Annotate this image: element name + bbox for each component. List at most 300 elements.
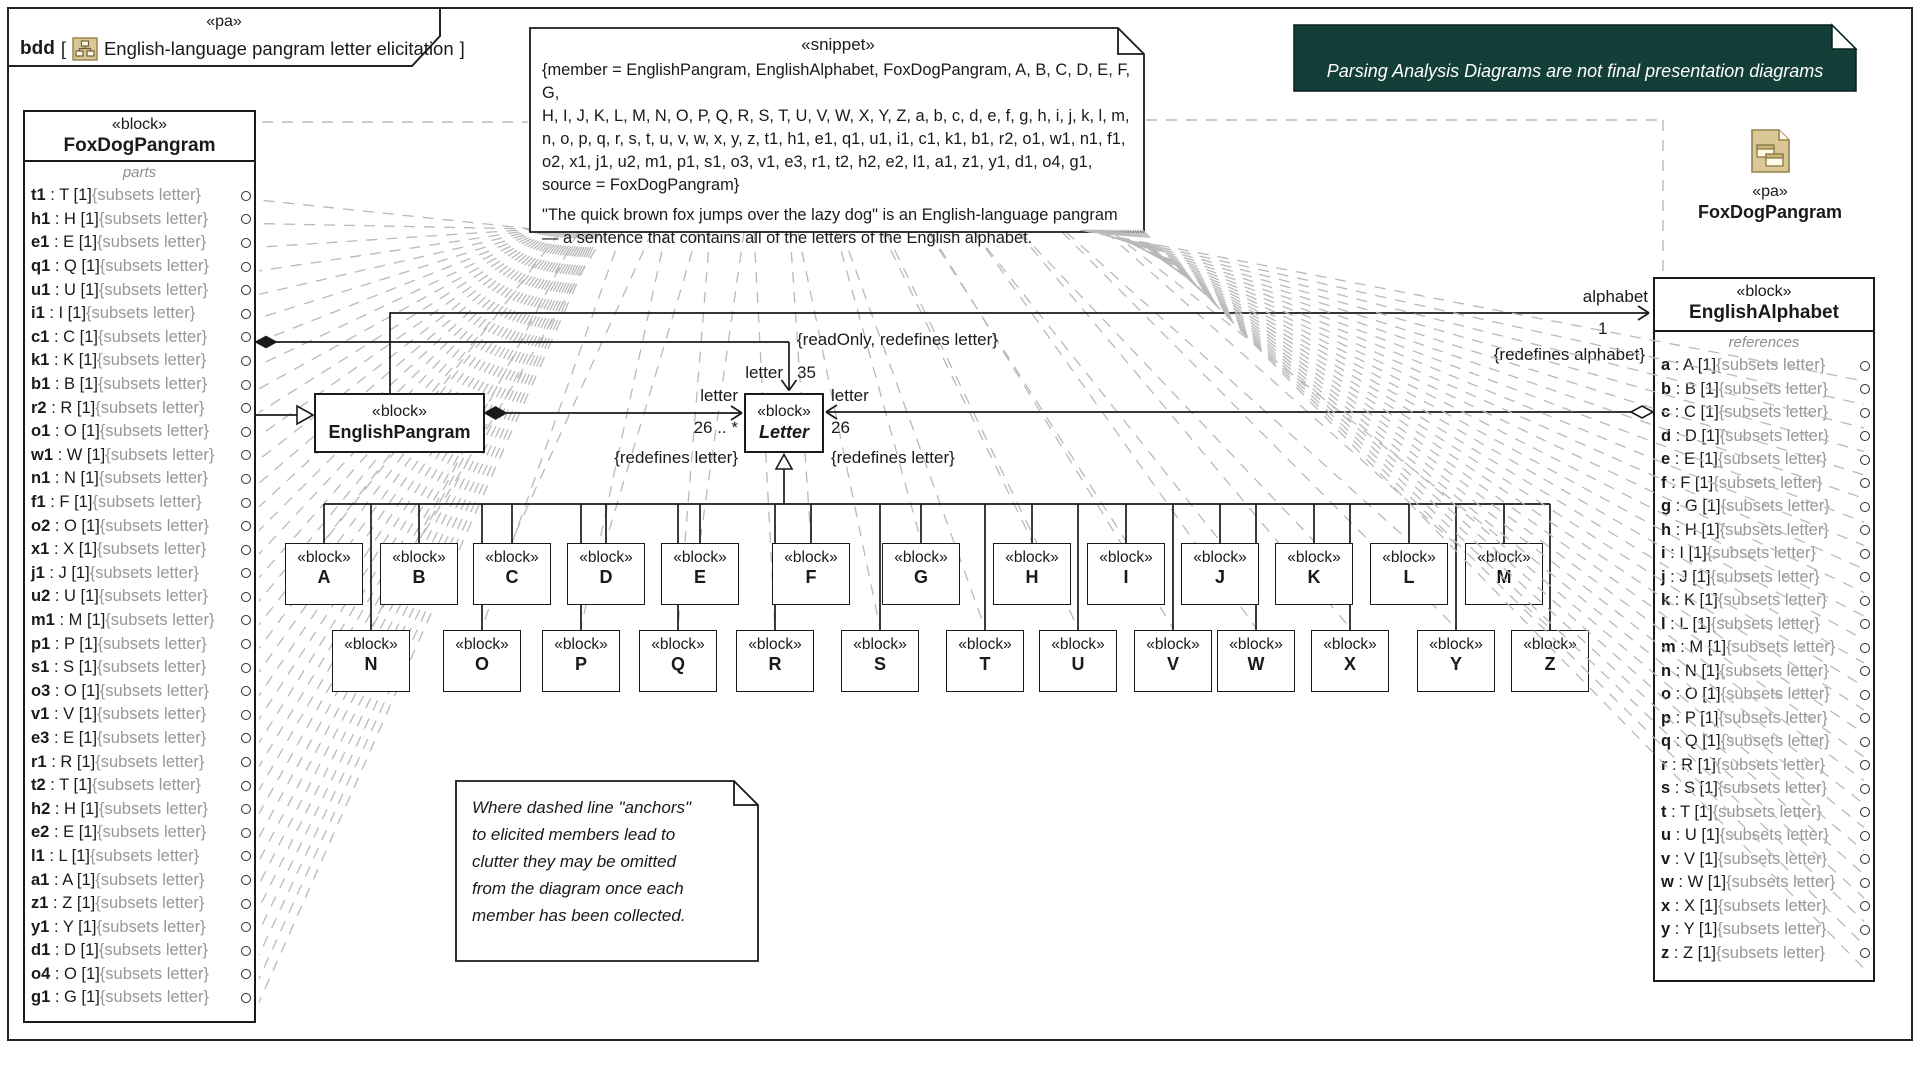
- property-row[interactable]: [25, 467, 254, 491]
- property-row[interactable]: [25, 892, 254, 916]
- property-row[interactable]: [1655, 589, 1873, 613]
- property-type: : M [1]: [1675, 638, 1727, 657]
- anchor-circle: [241, 285, 251, 295]
- block-name: T: [979, 654, 991, 674]
- block-letter-x[interactable]: [1311, 630, 1389, 692]
- anchor-circle: [1860, 502, 1870, 512]
- property-subsets: {subsets letter}: [98, 799, 209, 818]
- block-letter-m[interactable]: [1465, 543, 1543, 605]
- property-type: : B [1]: [50, 375, 98, 394]
- property-type: : P [1]: [50, 634, 98, 653]
- references-compartment: [1655, 354, 1873, 965]
- block-letter-w[interactable]: [1217, 630, 1295, 692]
- frame-bracket-close: ]: [459, 38, 465, 59]
- block-stereotype: «block»: [1382, 549, 1436, 566]
- block-letter-a[interactable]: [285, 543, 363, 605]
- property-row[interactable]: [1655, 495, 1873, 519]
- property-subsets: {subsets letter}: [1716, 356, 1826, 375]
- property-type: : G [1]: [50, 988, 100, 1007]
- property-row[interactable]: [25, 585, 254, 609]
- block-name: F: [805, 567, 817, 587]
- frame-title: [20, 37, 465, 61]
- anchor-circle: [241, 568, 251, 578]
- anchor-circle: [241, 828, 251, 838]
- property-row[interactable]: [25, 915, 254, 939]
- anchor-circle: [241, 922, 251, 932]
- block-name: A: [317, 567, 331, 587]
- property-type: : C [1]: [1670, 403, 1719, 422]
- block-header: [25, 112, 254, 157]
- property-row[interactable]: [25, 208, 254, 232]
- block-letter-n[interactable]: [332, 630, 410, 692]
- property-row[interactable]: [1655, 660, 1873, 684]
- property-row[interactable]: [1655, 848, 1873, 872]
- pa-symbol-stereotype: «pa»: [1752, 183, 1788, 200]
- property-type: : J [1]: [44, 563, 90, 582]
- property-subsets: {subsets letter}: [97, 233, 207, 252]
- property-name: q1: [31, 257, 51, 276]
- property-type: : A [1]: [1670, 356, 1717, 375]
- property-row[interactable]: [1655, 448, 1873, 472]
- property-type: : O [1]: [50, 516, 100, 535]
- property-subsets: {subsets letter}: [105, 610, 215, 629]
- property-type: : B [1]: [1671, 379, 1719, 398]
- assoc-constraint-letter26star: {redefines letter}: [614, 448, 738, 467]
- property-type: : X [1]: [49, 540, 98, 559]
- anchor-circle: [1860, 807, 1870, 817]
- anchor-circle: [241, 474, 251, 484]
- property-row[interactable]: [1655, 542, 1873, 566]
- anchor-circle: [241, 969, 251, 979]
- block-name: G: [913, 567, 928, 587]
- property-subsets: {subsets letter}: [1718, 708, 1828, 727]
- property-subsets: {subsets letter}: [97, 728, 207, 747]
- property-name: z: [1661, 943, 1670, 962]
- anchor-circle: [241, 946, 251, 956]
- anchor-circle: [1860, 619, 1870, 629]
- property-subsets: {subsets letter}: [99, 257, 209, 276]
- assoc-mult-letter35: 35: [797, 363, 816, 382]
- property-name: l: [1661, 614, 1666, 633]
- snippet-member-line: source = FoxDogPangram}: [542, 176, 740, 194]
- block-letter-p[interactable]: [542, 630, 620, 692]
- diagram-usage-icon: [72, 37, 98, 61]
- property-type: : I [1]: [44, 304, 87, 323]
- block-name: Q: [670, 654, 685, 674]
- property-subsets: {subsets letter}: [98, 469, 209, 488]
- block-letter-y[interactable]: [1417, 630, 1495, 692]
- anchor-circle: [1860, 760, 1870, 770]
- property-row[interactable]: [25, 184, 254, 208]
- property-name: b1: [31, 375, 51, 394]
- anchor-circle: [1860, 713, 1870, 723]
- property-row[interactable]: [1655, 824, 1873, 848]
- block-letter-f[interactable]: [772, 543, 850, 605]
- property-row[interactable]: [25, 986, 254, 1010]
- anchor-circle: [241, 592, 251, 602]
- block-stereotype: «block»: [371, 402, 428, 420]
- property-type: : L [1]: [1665, 614, 1711, 633]
- property-row[interactable]: [1655, 613, 1873, 637]
- assoc-mult-letter26star: 26 .. *: [693, 418, 738, 437]
- property-name: b: [1661, 379, 1672, 398]
- property-row[interactable]: [25, 703, 254, 727]
- note-line: from the diagram once each: [472, 879, 684, 898]
- property-name: k1: [31, 351, 50, 370]
- property-row[interactable]: [1655, 472, 1873, 496]
- property-name: m: [1661, 638, 1676, 657]
- block-name: N: [364, 654, 378, 674]
- block-name: M: [1496, 567, 1512, 587]
- property-name: p1: [31, 634, 51, 653]
- property-row[interactable]: [1655, 895, 1873, 919]
- property-subsets: {subsets letter}: [99, 964, 209, 983]
- property-row[interactable]: [25, 656, 254, 680]
- block-stereotype: «block»: [1323, 636, 1377, 653]
- property-type: : R [1]: [1667, 755, 1717, 774]
- property-subsets: {subsets letter}: [92, 493, 202, 512]
- anchor-circle: [1860, 666, 1870, 676]
- block-stereotype: «block»: [1229, 636, 1283, 653]
- property-subsets: {subsets letter}: [99, 988, 209, 1007]
- property-subsets: {subsets letter}: [1713, 473, 1823, 492]
- property-type: : Y [1]: [1670, 920, 1718, 939]
- pa-package-symbol[interactable]: [1680, 128, 1860, 224]
- property-name: h2: [31, 799, 51, 818]
- property-type: : O [1]: [50, 681, 100, 700]
- property-row[interactable]: [25, 491, 254, 515]
- block-letter-k[interactable]: [1275, 543, 1353, 605]
- anchor-circle: [1860, 455, 1870, 465]
- property-name: i1: [31, 304, 45, 323]
- block-letter-i[interactable]: [1087, 543, 1165, 605]
- assoc-mult-alphabet: 1: [1598, 319, 1608, 338]
- property-name: e2: [31, 823, 50, 842]
- block-stereotype: «block»: [894, 549, 948, 566]
- property-row[interactable]: [25, 255, 254, 279]
- property-type: : D [1]: [50, 941, 99, 960]
- property-subsets: {subsets letter}: [96, 917, 206, 936]
- property-subsets: {subsets letter}: [1719, 520, 1829, 539]
- property-name: y: [1661, 920, 1671, 939]
- property-type: : O [1]: [50, 422, 100, 441]
- block-stereotype: «block»: [958, 636, 1012, 653]
- block-letter-g[interactable]: [882, 543, 960, 605]
- property-type: : H [1]: [50, 209, 99, 228]
- property-row[interactable]: [1655, 636, 1873, 660]
- property-name: j1: [31, 563, 45, 582]
- property-name: g1: [31, 988, 51, 1007]
- property-subsets: {subsets letter}: [1719, 826, 1829, 845]
- property-type: : J [1]: [1665, 567, 1711, 586]
- anchor-circle: [241, 686, 251, 696]
- property-type: : C [1]: [49, 327, 98, 346]
- frame-bracket-open: [: [60, 38, 66, 59]
- property-row[interactable]: [25, 963, 254, 987]
- property-row[interactable]: [25, 939, 254, 963]
- property-row[interactable]: [1655, 707, 1873, 731]
- property-row[interactable]: [25, 373, 254, 397]
- property-name: o1: [31, 422, 51, 441]
- generalization-triangle: [776, 455, 792, 470]
- snippet-note[interactable]: [542, 33, 1134, 250]
- property-row[interactable]: [25, 538, 254, 562]
- property-row[interactable]: [25, 444, 254, 468]
- property-name: o2: [31, 516, 51, 535]
- assoc-constraint-alphabet: {redefines alphabet}: [1493, 345, 1645, 364]
- property-name: f: [1661, 473, 1667, 492]
- property-row[interactable]: [1655, 730, 1873, 754]
- property-name: u2: [31, 587, 51, 606]
- property-subsets: {subsets letter}: [95, 870, 205, 889]
- property-row[interactable]: [25, 797, 254, 821]
- anchor-circle: [1860, 643, 1870, 653]
- property-name: o3: [31, 681, 51, 700]
- property-subsets: {subsets letter}: [1726, 873, 1836, 892]
- assoc-label-alphabet: alphabet: [1582, 287, 1648, 306]
- anchor-circle: [241, 639, 251, 649]
- property-subsets: {subsets letter}: [91, 776, 201, 795]
- banner-text: Parsing Analysis Diagrams are not final presentation diagrams: [1326, 61, 1824, 81]
- block-stereotype: «block»: [554, 636, 608, 653]
- block-letter-v[interactable]: [1134, 630, 1212, 692]
- anchor-circle: [241, 498, 251, 508]
- snippet-quote-line: "The quick brown fox jumps over the lazy dog" is an English-language pangram: [542, 206, 1118, 224]
- property-row[interactable]: [25, 609, 254, 633]
- block-stereotype: «block»: [1146, 636, 1200, 653]
- block-letter[interactable]: [744, 393, 824, 453]
- property-row[interactable]: [1655, 871, 1873, 895]
- property-row[interactable]: [25, 845, 254, 869]
- property-type: : T [1]: [45, 776, 92, 795]
- property-row[interactable]: [25, 302, 254, 326]
- anchor-circle: [1860, 854, 1870, 864]
- property-row[interactable]: [1655, 519, 1873, 543]
- anchor-circle: [241, 993, 251, 1003]
- property-subsets: {subsets letter}: [1717, 896, 1828, 915]
- property-row[interactable]: [25, 679, 254, 703]
- block-name: R: [768, 654, 782, 674]
- property-name: u1: [31, 280, 51, 299]
- block-letter-o[interactable]: [443, 630, 521, 692]
- block-header: [1655, 279, 1873, 324]
- block-name: W: [1247, 654, 1265, 674]
- block-name: EnglishPangram: [328, 421, 471, 442]
- block-name: Z: [1544, 654, 1556, 674]
- block-stereotype: «block»: [111, 116, 168, 133]
- property-row[interactable]: [25, 514, 254, 538]
- block-stereotype: «block»: [1523, 636, 1577, 653]
- compartment-label: references: [1728, 334, 1800, 351]
- property-type: : I [1]: [1665, 544, 1707, 563]
- block-name: H: [1025, 567, 1039, 587]
- property-subsets: {subsets letter}: [97, 658, 207, 677]
- anchor-circle: [241, 757, 251, 767]
- block-letter-c[interactable]: [473, 543, 551, 605]
- block-letter-t[interactable]: [946, 630, 1024, 692]
- property-row[interactable]: [25, 632, 254, 656]
- anchor-circle: [241, 733, 251, 743]
- property-type: : R [1]: [46, 398, 96, 417]
- property-row[interactable]: [1655, 754, 1873, 778]
- property-row[interactable]: [1655, 425, 1873, 449]
- property-row[interactable]: [1655, 378, 1873, 402]
- property-subsets: {subsets letter}: [97, 634, 207, 653]
- property-subsets: {subsets letter}: [97, 823, 207, 842]
- block-name: U: [1071, 654, 1085, 674]
- property-name: t2: [31, 776, 46, 795]
- property-row[interactable]: [25, 231, 254, 255]
- property-type: : T [1]: [45, 186, 92, 205]
- anchor-circle: [1860, 784, 1870, 794]
- property-row[interactable]: [1655, 566, 1873, 590]
- property-row[interactable]: [25, 562, 254, 586]
- property-type: : W [1]: [1673, 873, 1727, 892]
- property-row[interactable]: [1655, 918, 1873, 942]
- composite-diamond: [485, 407, 506, 419]
- property-name: w: [1661, 873, 1674, 892]
- block-letter-b[interactable]: [380, 543, 458, 605]
- parts-compartment: [25, 184, 254, 1010]
- property-name: s1: [31, 658, 50, 677]
- anchor-circle: [1860, 878, 1870, 888]
- property-row[interactable]: [1655, 942, 1873, 966]
- block-name: L: [1403, 567, 1415, 587]
- anchor-circle: [241, 262, 251, 272]
- property-row[interactable]: [25, 727, 254, 751]
- property-row[interactable]: [25, 821, 254, 845]
- property-row[interactable]: [25, 278, 254, 302]
- anchor-circle: [241, 238, 251, 248]
- anchor-circle: [1860, 596, 1870, 606]
- block-name: S: [873, 654, 886, 674]
- property-type: : E [1]: [49, 233, 98, 252]
- block-letter-q[interactable]: [639, 630, 717, 692]
- property-type: : Y [1]: [49, 917, 97, 936]
- block-letter-e[interactable]: [661, 543, 739, 605]
- block-letter-h[interactable]: [993, 543, 1071, 605]
- anchor-circle: [241, 380, 251, 390]
- property-row[interactable]: [25, 349, 254, 373]
- property-name: i: [1661, 544, 1666, 563]
- pa-symbol-name: FoxDogPangram: [1697, 202, 1843, 222]
- property-row[interactable]: [1655, 354, 1873, 378]
- property-row[interactable]: [25, 774, 254, 798]
- banner-note[interactable]: [1294, 25, 1856, 91]
- block-englishalphabet[interactable]: [1653, 277, 1875, 982]
- anchor-circle: [241, 899, 251, 909]
- block-name: O: [474, 654, 489, 674]
- property-row[interactable]: [1655, 777, 1873, 801]
- property-name: x1: [31, 540, 50, 559]
- property-subsets: {subsets letter}: [95, 752, 205, 771]
- block-foxdogpangram[interactable]: [23, 110, 256, 1023]
- block-stereotype: «block»: [853, 636, 907, 653]
- property-subsets: {subsets letter}: [97, 705, 207, 724]
- property-type: : D [1]: [1671, 426, 1720, 445]
- property-type: : V [1]: [49, 705, 98, 724]
- anchor-circle: [241, 356, 251, 366]
- property-subsets: {subsets letter}: [1719, 426, 1829, 445]
- property-row[interactable]: [1655, 683, 1873, 707]
- property-row[interactable]: [25, 750, 254, 774]
- snippet-member-line: H, I, J, K, L, M, N, O, P, Q, R, S, T, U, V, W, X, Y, Z, a, b, c, d, e, f, g, h, i, j, k, l, m,: [542, 107, 1130, 125]
- block-letter-s[interactable]: [841, 630, 919, 692]
- property-name: r1: [31, 752, 47, 771]
- block-letter-d[interactable]: [567, 543, 645, 605]
- property-type: : Q [1]: [1671, 732, 1721, 751]
- property-name: c1: [31, 327, 50, 346]
- property-name: j: [1661, 567, 1666, 586]
- block-letter-j[interactable]: [1181, 543, 1259, 605]
- property-subsets: {subsets letter}: [99, 516, 209, 535]
- property-name: x: [1661, 896, 1671, 915]
- block-name: X: [1343, 654, 1356, 674]
- property-row[interactable]: [25, 396, 254, 420]
- anchor-circle: [241, 332, 251, 342]
- property-row[interactable]: [25, 868, 254, 892]
- shared-diamond: [1631, 406, 1653, 418]
- property-subsets: {subsets letter}: [97, 375, 208, 394]
- property-row[interactable]: [1655, 401, 1873, 425]
- anchor-circle: [241, 781, 251, 791]
- property-name: f1: [31, 493, 46, 512]
- block-letter-z[interactable]: [1511, 630, 1589, 692]
- anchor-circle: [1860, 690, 1870, 700]
- property-row[interactable]: [25, 326, 254, 350]
- property-name: t1: [31, 186, 46, 205]
- block-englishpangram[interactable]: [314, 393, 485, 453]
- anchor-circle: [1860, 431, 1870, 441]
- property-type: : U [1]: [50, 280, 99, 299]
- property-subsets: {subsets letter}: [1726, 638, 1836, 657]
- property-name: o4: [31, 964, 51, 983]
- property-type: : W [1]: [53, 445, 106, 464]
- property-type: : Z [1]: [48, 894, 96, 913]
- property-name: z1: [31, 894, 49, 913]
- block-letter-u[interactable]: [1039, 630, 1117, 692]
- note-line: to elicited members lead to: [472, 825, 676, 844]
- block-name: B: [412, 567, 426, 587]
- assoc-mult-letter26: 26: [831, 418, 850, 437]
- property-row[interactable]: [1655, 801, 1873, 825]
- property-name: v: [1661, 849, 1671, 868]
- property-name: u: [1661, 826, 1672, 845]
- property-type: : E [1]: [49, 823, 98, 842]
- assoc-label-letter26: letter: [831, 386, 869, 405]
- block-stereotype: «block»: [1287, 549, 1341, 566]
- assoc-label-letter35: letter: [745, 363, 783, 382]
- generalization-triangle: [297, 406, 313, 424]
- frame-title-text: English-language pangram letter elicitation: [103, 38, 454, 59]
- snippet-member-line: o2, x1, j1, u2, m1, p1, s1, o3, v1, e3, r1, t2, h2, e2, l1, a1, z1, y1, d1, o4, g1,: [542, 153, 1093, 171]
- anchor-circle: [1860, 384, 1870, 394]
- property-subsets: {subsets letter}: [98, 209, 209, 228]
- property-subsets: {subsets letter}: [1716, 755, 1826, 774]
- block-stereotype: «block»: [1736, 283, 1792, 300]
- property-type: : O [1]: [50, 964, 100, 983]
- property-row[interactable]: [25, 420, 254, 444]
- comment-note[interactable]: [472, 794, 744, 929]
- block-stereotype: «block»: [579, 549, 633, 566]
- block-letter-r[interactable]: [736, 630, 814, 692]
- anchor-circle: [1860, 361, 1870, 371]
- anchor-circle: [241, 710, 251, 720]
- block-letter-l[interactable]: [1370, 543, 1448, 605]
- assoc-constraint-letter26: {redefines letter}: [831, 448, 955, 467]
- property-subsets: {subsets letter}: [1717, 450, 1828, 469]
- property-name: r: [1661, 755, 1668, 774]
